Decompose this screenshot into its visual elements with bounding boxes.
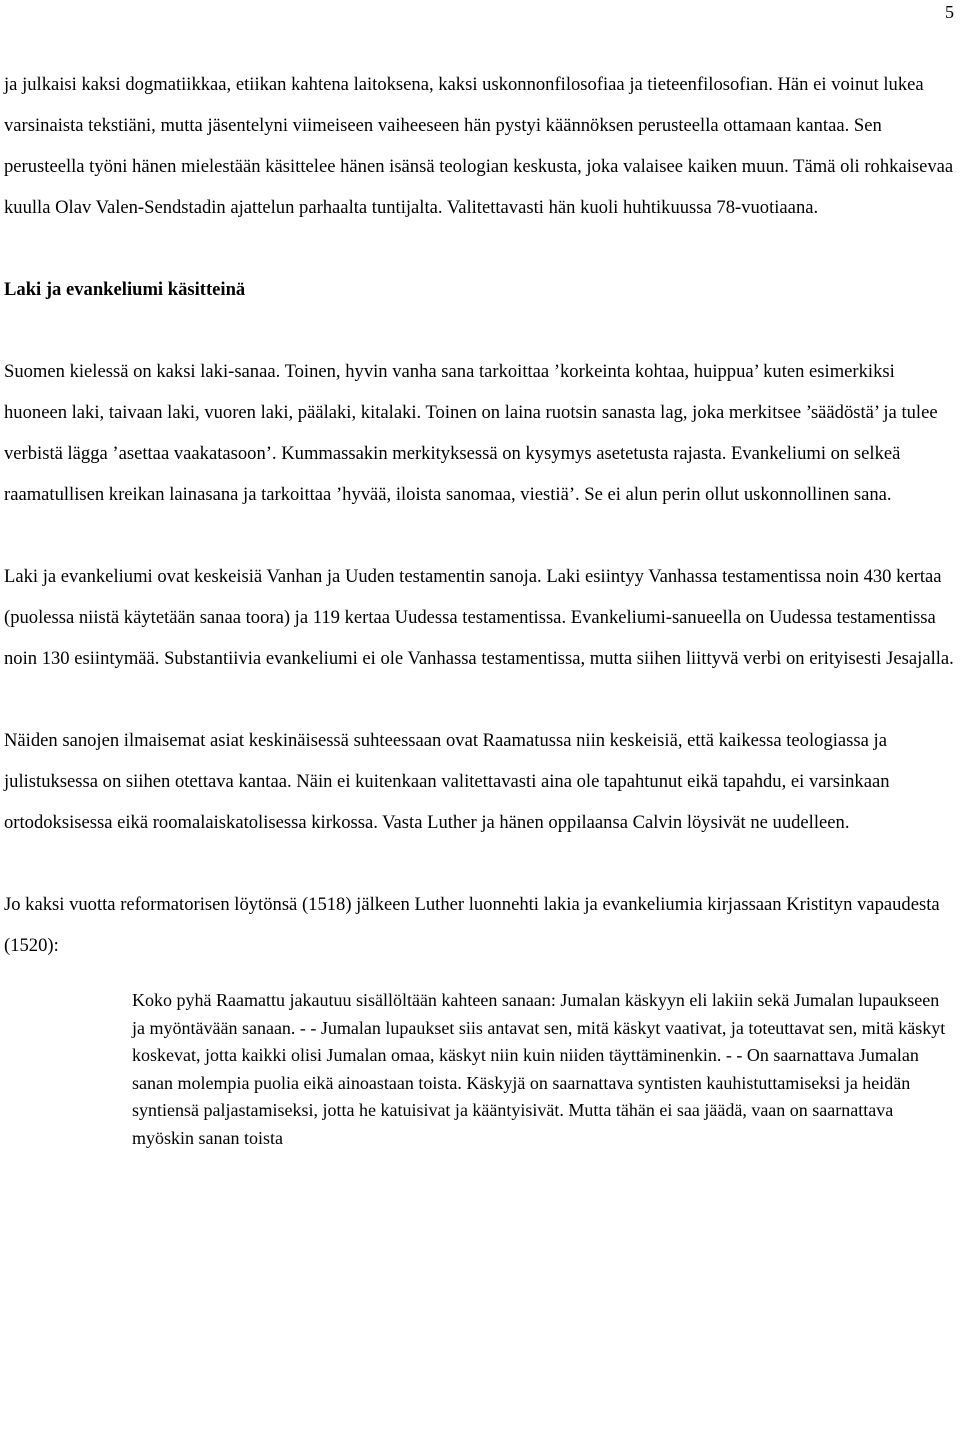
paragraph-laki-sanat: Suomen kielessä on kaksi laki-sanaa. Toinen, hyvin vanha sana tarkoittaa ’korkeinta kohtaa, huippua’ kuten esimerkiksi huoneen laki, taivaan laki, vuoren laki, päälaki, kitalaki. Toinen on laina ruotsin sanasta lag, joka merkitsee ’säädöstä’ ja tulee verbistä lägga ’asettaa vaakatasoon’. Kummassakin merkityksessä on kysymys asetetusta rajasta. Evankeliumi on selkeä raamatullisen kreikan lainasana ja tarkoittaa ’hyvää, iloista sanomaa, viestiä’. Se ei alun perin ollut uskonnollinen sana.: [4, 361, 938, 505]
page-number: 5: [945, 2, 954, 22]
section-heading: Laki ja evankeliumi käsitteinä: [4, 279, 246, 300]
paragraph-testamentit: Laki ja evankeliumi ovat keskeisiä Vanhan ja Uuden testamentin sanoja. Laki esiintyy Vanhassa testamentissa noin 430 kertaa (puolessa niistä käytetään sanaa toora) ja 119 kertaa Uudessa testamentissa. Evankeliumi-sanueella on Uudessa testamentissa noin 130 esiintymää. Substantiivia evankeliumi ei ole Vanhassa testamentissa, mutta siihen liittyvä verbi on erityisesti Jesajalla.: [4, 566, 954, 669]
paragraph-luther-intro: Jo kaksi vuotta reformatorisen löytönsä (1518) jälkeen Luther luonnehti lakia ja evankeliumia kirjassaan Kristityn vapaudesta (1520):: [4, 894, 940, 956]
paragraph-keskeisyys: Näiden sanojen ilmaisemat asiat keskinäisessä suhteessaan ovat Raamatussa niin keskeisiä, että kaikessa teologiassa ja julistuksessa on siihen otettava kantaa. Näin ei kuitenkaan valitettavasti aina ole tapahtunut eikä tapahdu, ei varsinkaan ortodoksisessa eikä roomalaiskatolisessa kirkossa. Vasta Luther ja hänen oppilaansa Calvin löysivät ne uudelleen.: [4, 730, 890, 833]
block-quote: Koko pyhä Raamattu jakautuu sisällöltään kahteen sanaan: Jumalan käskyyn eli lakiin sekä Jumalan lupaukseen ja myöntävään sanaan. - - Jumalan lupaukset siis antavat sen, mitä käskyt vaativat, ja toteuttavat sen, mitä käskyt koskevat, jotta kaikki olisi Jumalan omaa, käskyt niin kuin niiden täyttäminenkin. - - On saarnattava Jumalan sanan molempia puolia eikä ainoastaan toista. Käskyjä on saarnattava syntisten kauhistuttamiseksi ja heidän syntiensä paljastamiseksi, jotta he katuisivat ja kääntyisivät. Mutta tähän ei saa jäädä, vaan on saarnattava myöskin sanan toista: [132, 990, 946, 1148]
paragraph-intro: ja julkaisi kaksi dogmatiikkaa, etiikan kahtena laitoksena, kaksi uskonnonfilosofiaa ja tieteenfilosofian. Hän ei voinut lukea varsinaista tekstiäni, mutta jäsentelyni viimeiseen vaiheeseen hän pystyi käännöksen perusteella ottamaan kantaa. Sen perusteella työni hänen mielestään käsittelee hänen isänsä teologian keskusta, joka valaisee kaiken muun. Tämä oli rohkaisevaa kuulla Olav Valen-Sendstadin ajattelun parhaalta tuntijalta. Valitettavasti hän kuoli huhtikuussa 78-vuotiaana.: [4, 74, 954, 218]
document-body: [4, 64, 954, 1152]
